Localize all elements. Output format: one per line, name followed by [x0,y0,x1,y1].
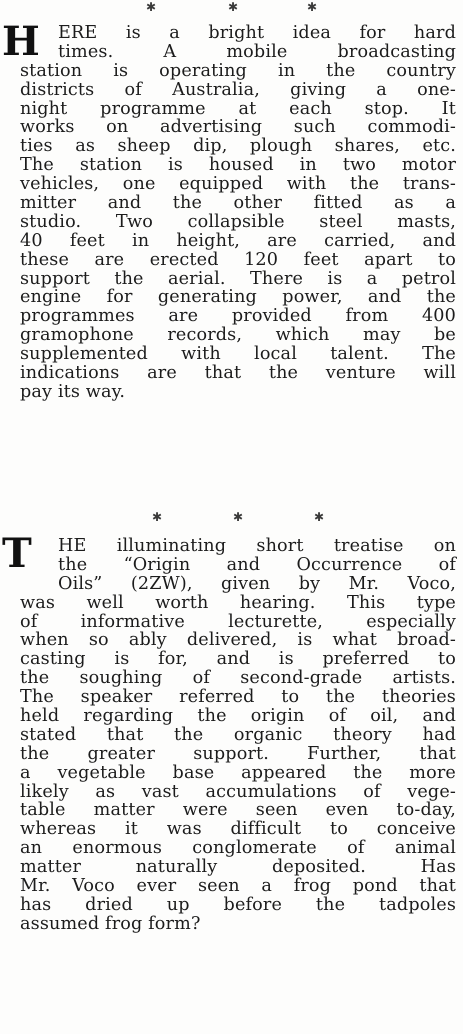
text-line: the soughing of second-grade artists. [20,668,456,689]
text-line: of informative lecturette, especially [20,611,456,632]
text-line: night programme at each stop. It [20,98,456,119]
ornament-row-middle [0,510,463,524]
text-line: likely as vast accumulations of vege- [20,781,456,802]
text-line: support the aerial. There is a petrol [20,268,456,289]
text-line: station is operating in the country [20,60,456,81]
text-line: indications are that the venture will [20,363,456,384]
text-line: pay its way. [20,381,126,402]
drop-cap: T [2,530,32,577]
text-line: Oils” (2ZW), given by Mr. Voco, [58,573,456,594]
drop-cap: H [2,18,40,65]
text-line: matter naturally deposited. Has [20,857,456,878]
ornament-row-top [0,0,463,14]
text-line: HE illuminating short treatise on [58,536,456,556]
text-line: The speaker referred to the theories [20,687,456,708]
asterism-icon: ✱ [314,510,325,524]
text-line: the greater support. Further, that [20,743,456,764]
text-line: mitter and the other fitted as a [20,193,456,214]
text-line: was well worth hearing. This type [20,592,456,613]
text-line: 40 feet in height, are carried, and [20,230,456,251]
text-line: works on advertising such commodi- [20,117,456,138]
text-line: assumed frog form? [20,913,201,934]
text-line: The station is housed in two motor [20,155,456,176]
article-mobile-broadcasting [20,24,456,402]
text-line: table matter were seen even to-day, [20,800,456,821]
text-line: has dried up before the tadpoles [20,894,456,915]
text-line: an enormous conglomerate of animal [20,838,456,859]
text-line: engine for generating power, and the [20,287,456,308]
asterism-icon: ✱ [233,510,244,524]
text-line: districts of Australia, giving a one- [20,79,456,100]
text-line: programmes are provided from 400 [20,306,456,327]
text-line: vehicles, one equipped with the trans- [20,174,456,195]
asterism-icon: ✱ [228,0,239,14]
text-line: times. A mobile broadcasting [58,41,456,62]
text-line: studio. Two collapsible steel masts, [20,211,456,232]
text-line: Mr. Voco ever seen a frog pond that [20,876,456,897]
text-line: ERE is a bright idea for hard [58,23,456,43]
article-origin-of-oils [20,537,456,934]
text-line: supplemented with local talent. The [20,344,456,365]
text-line: a vegetable base appeared the more [20,762,456,783]
text-line: when so ably delivered, is what broad- [20,630,456,651]
text-line: casting is for, and is preferred to [20,649,456,670]
text-line: whereas it was difficult to conceive [20,819,456,840]
text-line: ties as sheep dip, plough shares, etc. [20,136,456,157]
text-line: these are erected 120 feet apart to [20,249,456,270]
text-line: the “Origin and Occurrence of [58,554,456,575]
text-line: held regarding the origin of oil, and [20,706,456,727]
text-line: stated that the organic theory had [20,724,456,745]
asterism-icon: ✱ [307,0,318,14]
asterism-icon: ✱ [152,510,163,524]
asterism-icon: ✱ [146,0,157,14]
text-line: gramophone records, which may be [20,325,456,346]
